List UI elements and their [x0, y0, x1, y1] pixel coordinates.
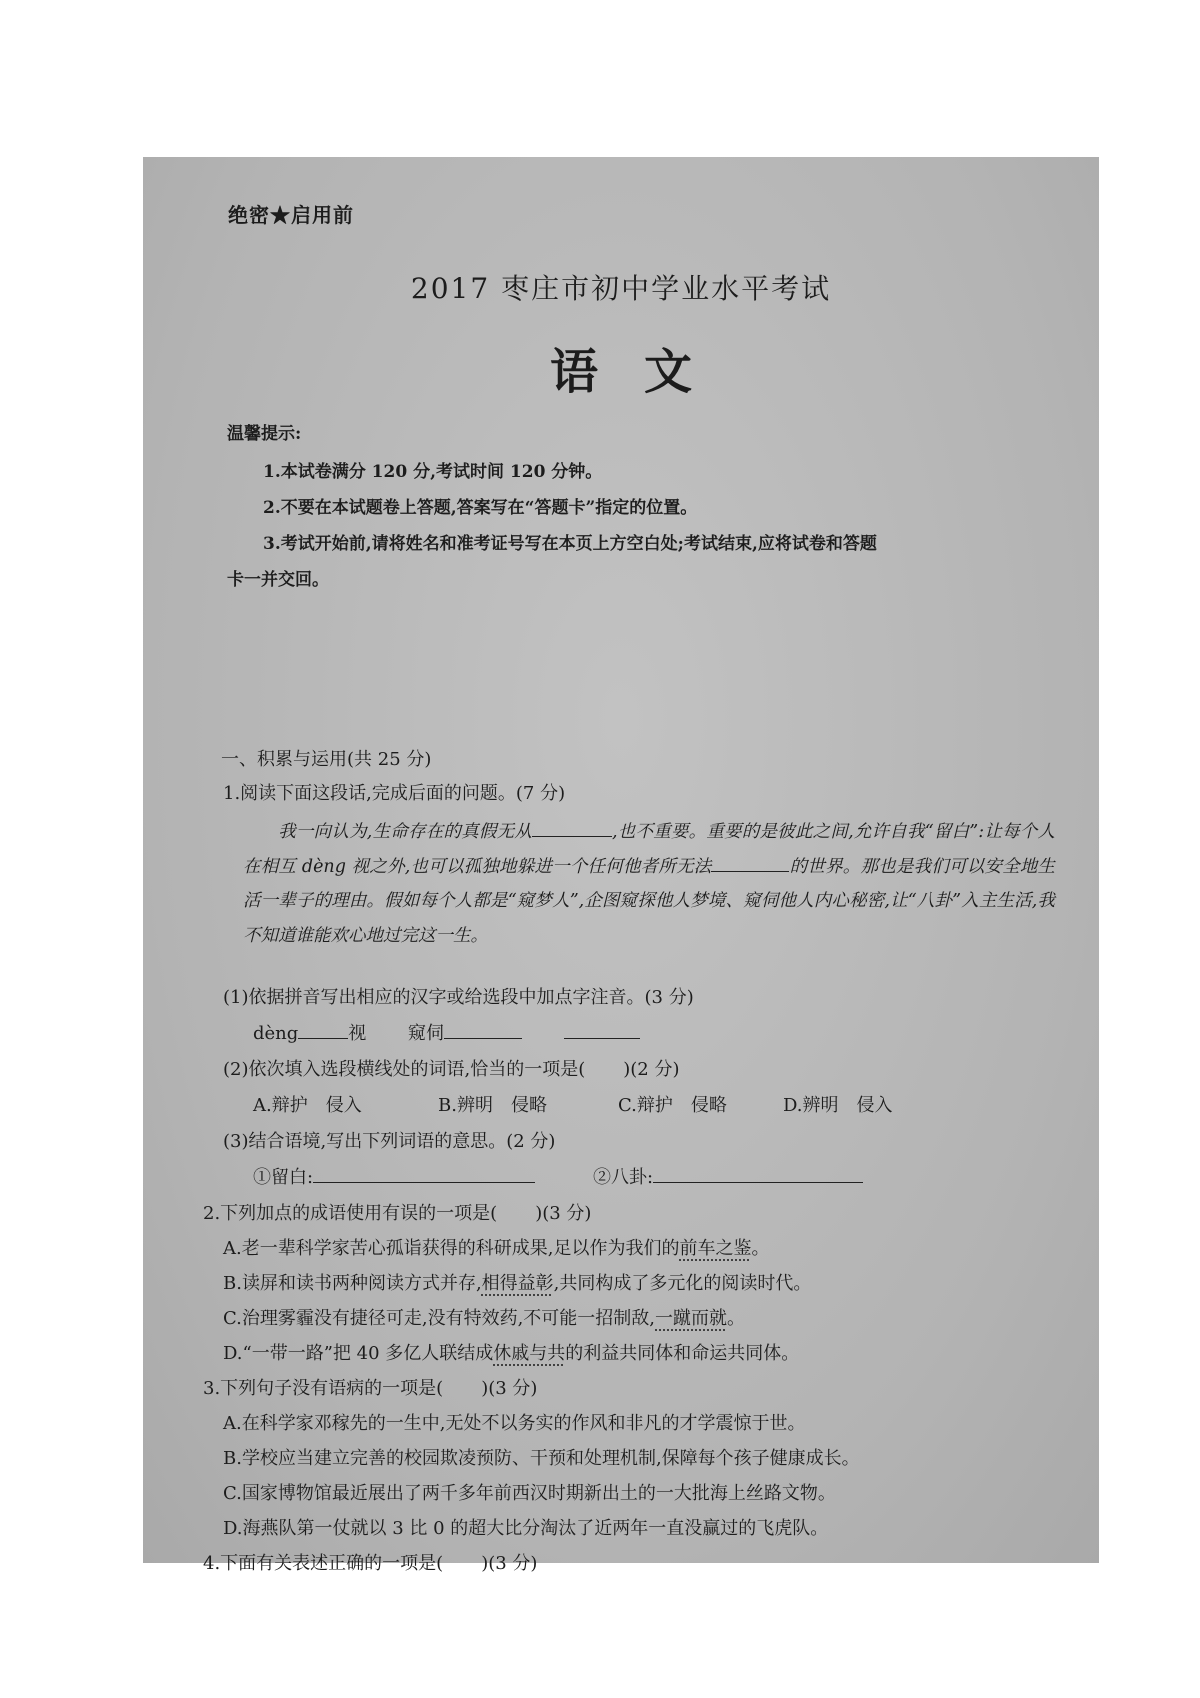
stem-text: )(2 分) [623, 1059, 680, 1080]
option-text: A.老一辈科学家苦心孤诣获得的科研成果,足以作为我们的 [223, 1238, 680, 1259]
option-text: B.读屏和读书两种阅读方式并存, [223, 1273, 482, 1294]
stem-text: )(3 分) [481, 1553, 538, 1574]
option-text: 。 [727, 1308, 746, 1329]
question-1-sub1-stem: (1)依据拼音写出相应的汉字或给选段中加点字注音。(3 分) [223, 987, 694, 1008]
stem-text: 4.下面有关表述正确的一项是( [203, 1553, 444, 1574]
question-3-option-d: D.海燕队第一仗就以 3 比 0 的超大比分淘汰了近两年一直没赢过的飞虎队。 [223, 1518, 829, 1539]
secret-mark: 绝密★启用前 [228, 203, 354, 227]
kuisi-answer-blank-1[interactable] [444, 1038, 522, 1039]
question-4-stem [203, 1549, 537, 1575]
shi-char: 视 [348, 1023, 367, 1044]
passage-part-3: 的世界。那也是我们可以安全地生活一辈子的理由。假如每个人都是“窥梦人”,企图窥探他人梦境、窥伺他人内心秘密,让“八卦”入主生活,我不知道谁能欢心地过完这一生。 [243, 856, 1056, 946]
passage-blank-2[interactable] [711, 871, 789, 872]
pinyin-text: dèng [253, 1023, 299, 1044]
kuisi-word: 窥伺 [408, 1023, 445, 1044]
option-text: 的利益共同体和命运共同体。 [565, 1343, 800, 1364]
exam-title: 2017 枣庄市初中学业水平考试 [410, 272, 832, 305]
option-text: ,共同构成了多元化的阅读时代。 [553, 1273, 812, 1294]
option-c: C.辩护 侵略 [618, 1095, 727, 1116]
question-3-stem [203, 1374, 537, 1400]
question-1-sub2-stem [223, 1055, 680, 1081]
option-text: C.治理雾霾没有捷径可走,没有特效药,不可能一招制敌, [223, 1308, 656, 1329]
question-3-option-b: B.学校应当建立完善的校园欺凌预防、干预和处理机制,保障每个孩子健康成长。 [223, 1448, 860, 1469]
exam-paper-sheet [143, 157, 1099, 1563]
passage-blank-1[interactable] [532, 836, 612, 837]
stem-text: )(3 分) [481, 1378, 538, 1399]
stem-text: 2.下列加点的成语使用有误的一项是( [203, 1203, 498, 1224]
liubai-answer-blank[interactable] [313, 1182, 535, 1183]
bagua-answer-blank[interactable] [653, 1182, 863, 1183]
stem-text: 3.下列句子没有语病的一项是( [203, 1378, 444, 1399]
question-2-option-b [223, 1269, 811, 1295]
dotted-idiom: 前车之鉴 [679, 1238, 752, 1259]
dotted-idiom: 一蹴而就 [655, 1308, 728, 1329]
tip-item: 卡一并交回。 [227, 570, 329, 590]
question-3-option-a: A.在科学家邓稼先的一生中,无处不以务实的作风和非凡的才学震惊于世。 [223, 1413, 806, 1434]
option-text: 。 [751, 1238, 770, 1259]
section-heading: 一、积累与运用(共 25 分) [221, 749, 432, 770]
question-3-option-c: C.国家博物馆最近展出了两千多年前西汉时期新出土的一大批海上丝路文物。 [223, 1483, 836, 1504]
stem-text: (2)依次填入选段横线处的词语,恰当的一项是( [223, 1059, 586, 1080]
passage-part-1: 我一向认为,生命存在的真假无从 [278, 822, 532, 842]
tips-heading: 温馨提示: [227, 424, 302, 444]
item-label: ①留白: [253, 1167, 314, 1188]
question-1-sub3-item1 [253, 1163, 535, 1189]
question-1-stem: 1.阅读下面这段话,完成后面的问题。(7 分) [223, 783, 566, 804]
dotted-idiom: 相得益彰 [481, 1273, 554, 1294]
question-2-option-a [223, 1234, 769, 1260]
question-1-sub3-stem: (3)结合语境,写出下列词语的意思。(2 分) [223, 1131, 556, 1152]
option-a: A.辩护 侵入 [253, 1095, 362, 1116]
tip-item: 3.考试开始前,请将姓名和准考证号写在本页上方空白处;考试结束,应将试卷和答题 [263, 534, 877, 554]
question-2-option-c [223, 1304, 745, 1330]
question-1-sub1-answers [253, 1019, 640, 1045]
option-text: D.“一带一路”把 40 多亿人联结成 [223, 1343, 494, 1364]
pinyin-answer-blank[interactable] [298, 1038, 348, 1039]
tip-item: 1.本试卷满分 120 分,考试时间 120 分钟。 [263, 462, 603, 482]
question-2-option-d [223, 1339, 799, 1365]
dotted-idiom: 休戚与共 [493, 1343, 566, 1364]
question-2-stem [203, 1199, 591, 1225]
passage-part-2: ,也不重要。重要的是彼此之间,允许自我“留白”:让每个人在相互 dèng 视之外,也可以孤独地躲进一个任何他者所无法 [243, 822, 1055, 877]
item-label: ②八卦: [593, 1167, 654, 1188]
option-b: B.辨明 侵略 [438, 1095, 547, 1116]
question-1-sub3-item2 [593, 1163, 863, 1189]
reading-passage [243, 815, 1055, 953]
tip-item: 2.不要在本试题卷上答题,答案写在“答题卡”指定的位置。 [263, 498, 698, 518]
kuisi-answer-blank-2[interactable] [564, 1038, 640, 1039]
option-d: D.辨明 侵入 [783, 1095, 893, 1116]
stem-text: )(3 分) [535, 1203, 592, 1224]
subject-title: 语文 [549, 344, 738, 400]
